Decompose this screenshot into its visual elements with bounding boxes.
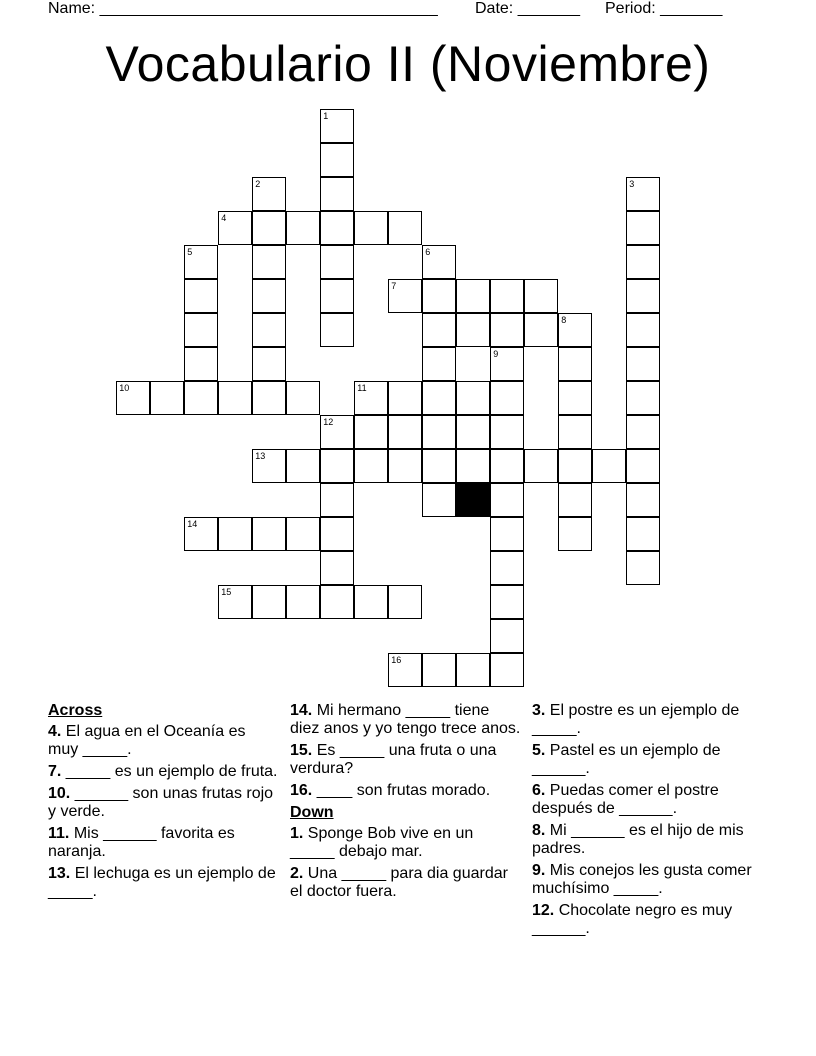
clue-number: 5 [187,247,193,258]
crossword-cell[interactable] [456,313,490,347]
across-heading: Across [48,702,103,719]
clues-column-1 [48,702,280,905]
crossword-cell[interactable] [320,517,354,551]
clue-number: 7 [391,281,397,292]
clue-number: 13 [255,451,266,462]
crossword-cell[interactable] [626,279,660,313]
crossword-cell[interactable] [150,381,184,415]
crossword-cell[interactable] [320,483,354,517]
crossword-cell[interactable] [524,313,558,347]
crossword-cell[interactable] [388,653,422,687]
crossword-cell[interactable] [184,279,218,313]
crossword-cell[interactable] [626,245,660,279]
clue-across-10: 10. ______ son unas frutas rojo y verde. [48,785,274,820]
crossword-cell[interactable] [422,245,456,279]
crossword-cell[interactable] [252,517,286,551]
crossword-cell[interactable] [558,415,592,449]
clue-across-7: 7. _____ es un ejemplo de fruta. [48,763,278,780]
crossword-cell[interactable] [388,211,422,245]
crossword-cell[interactable] [388,381,422,415]
clue-number: 12 [323,417,334,428]
crossword-cell[interactable] [422,653,456,687]
crossword-cell[interactable] [626,177,660,211]
clue-number: 6 [425,247,431,258]
clue-down-9: 9. Mis conejos les gusta comer muchísimo _____. [532,862,752,897]
clue-number: 11 [357,383,367,394]
clue-across-4: 4. El agua en el Oceanía es muy _____. [48,723,246,758]
crossword-cell[interactable] [490,551,524,585]
clue-down-6: 6. Puedas comer el postre después de ______. [532,782,719,817]
clue-across-15: 15. Es _____ una fruta o una verdura? [290,742,497,777]
crossword-cell[interactable] [558,517,592,551]
clue-down-1: 1. Sponge Bob vive en un _____ debajo mar. [290,825,474,860]
clue-number: 4 [221,213,227,224]
crossword-cell[interactable] [252,347,286,381]
crossword-cell[interactable] [558,313,592,347]
crossword-cell[interactable] [354,211,388,245]
clue-number: 8 [561,315,567,326]
clue-number: 16 [391,655,402,666]
crossword-cell[interactable] [184,313,218,347]
crossword-cell[interactable] [320,245,354,279]
crossword-cell[interactable] [490,313,524,347]
clue-down-12: 12. Chocolate negro es muy ______. [532,902,733,937]
crossword-cell[interactable] [626,347,660,381]
clues-column-2 [290,702,522,905]
crossword-cell[interactable] [252,279,286,313]
crossword-cell[interactable] [218,211,252,245]
crossword-black-cell [456,483,490,517]
crossword-cell[interactable] [354,449,388,483]
crossword-cell[interactable] [116,381,150,415]
crossword-cell[interactable] [626,483,660,517]
crossword-cell[interactable] [252,585,286,619]
crossword-cell[interactable] [184,381,218,415]
crossword-cell[interactable] [354,415,388,449]
clue-number: 3 [629,179,635,190]
crossword-cell[interactable] [422,347,456,381]
clue-number: 2 [255,179,261,190]
clue-across-14: 14. Mi hermano _____ tiene diez anos y yo tengo trece anos. [290,702,521,737]
clue-number: 10 [119,383,130,394]
crossword-cell[interactable] [626,313,660,347]
period-field[interactable]: Period: _______ [605,0,723,17]
crossword-cell[interactable] [184,245,218,279]
crossword-cell[interactable] [490,381,524,415]
crossword-cell[interactable] [388,415,422,449]
crossword-cell[interactable] [456,381,490,415]
crossword-cell[interactable] [320,109,354,143]
crossword-cell[interactable] [490,415,524,449]
clue-down-2: 2. Una _____ para dia guardar el doctor fuera. [290,865,508,900]
crossword-cell[interactable] [456,449,490,483]
crossword-cell[interactable] [252,177,286,211]
crossword-cell[interactable] [218,585,252,619]
crossword-cell[interactable] [422,449,456,483]
crossword-cell[interactable] [592,449,626,483]
crossword-cell[interactable] [320,211,354,245]
clues-column-3 [532,702,764,942]
crossword-cell[interactable] [490,347,524,381]
crossword-cell[interactable] [422,279,456,313]
crossword-cell[interactable] [626,381,660,415]
clue-down-8: 8. Mi ______ es el hijo de mis padres. [532,822,744,857]
clue-across-13: 13. El lechuga es un ejemplo de _____. [48,865,276,900]
crossword-cell[interactable] [184,517,218,551]
crossword-cell[interactable] [286,381,320,415]
crossword-cell[interactable] [320,415,354,449]
clue-across-16: 16. ____ son frutas morado. [290,782,491,799]
crossword-cell[interactable] [558,483,592,517]
crossword-cell[interactable] [422,381,456,415]
crossword-cell[interactable] [320,177,354,211]
crossword-cell[interactable] [252,381,286,415]
crossword-cell[interactable] [490,653,524,687]
down-heading: Down [290,804,334,821]
clue-down-3: 3. El postre es un ejemplo de _____. [532,702,740,737]
crossword-cell[interactable] [320,313,354,347]
crossword-cell[interactable] [252,313,286,347]
crossword-cell[interactable] [558,347,592,381]
crossword-cell[interactable] [490,449,524,483]
crossword-cell[interactable] [524,449,558,483]
crossword-cell[interactable] [456,415,490,449]
name-field[interactable]: Name: ______________________________________ [48,0,438,17]
crossword-cell[interactable] [490,483,524,517]
crossword-cell[interactable] [558,381,592,415]
date-field[interactable]: Date: _______ [475,0,580,17]
page-title: Vocabulario II (Noviembre) [105,36,711,92]
crossword-cell[interactable] [354,381,388,415]
crossword-cell[interactable] [422,415,456,449]
crossword-cell[interactable] [252,211,286,245]
crossword-cell[interactable] [320,279,354,313]
crossword-cell[interactable] [490,517,524,551]
crossword-cell[interactable] [626,517,660,551]
crossword-cell[interactable] [320,585,354,619]
crossword-cell[interactable] [422,483,456,517]
clue-down-5: 5. Pastel es un ejemplo de ______. [532,742,721,777]
crossword-cell[interactable] [388,279,422,313]
clue-number: 15 [221,587,232,598]
crossword-cell[interactable] [252,449,286,483]
crossword-cell[interactable] [218,517,252,551]
crossword-cell[interactable] [626,211,660,245]
crossword-cell[interactable] [388,585,422,619]
crossword-cell[interactable] [320,143,354,177]
crossword-cell[interactable] [184,347,218,381]
crossword-cell[interactable] [388,449,422,483]
crossword-cell[interactable] [524,279,558,313]
clue-number: 14 [187,519,198,530]
crossword-cell[interactable] [286,585,320,619]
crossword-cell[interactable] [320,551,354,585]
crossword-cell[interactable] [626,415,660,449]
clue-number: 9 [493,349,499,360]
crossword-cell[interactable] [286,517,320,551]
crossword-cell[interactable] [320,449,354,483]
crossword-cell[interactable] [218,381,252,415]
crossword-cell[interactable] [490,585,524,619]
crossword-cell[interactable] [490,619,524,653]
crossword-cell[interactable] [626,449,660,483]
crossword-cell[interactable] [456,653,490,687]
crossword-cell[interactable] [626,551,660,585]
crossword-cell[interactable] [490,279,524,313]
crossword-cell[interactable] [354,585,388,619]
crossword-cell[interactable] [286,211,320,245]
crossword-cell[interactable] [456,279,490,313]
crossword-cell[interactable] [252,245,286,279]
crossword-cell[interactable] [422,313,456,347]
crossword-cell[interactable] [286,449,320,483]
clue-across-11: 11. Mis ______ favorita es naranja. [48,825,235,860]
clue-number: 1 [323,111,329,122]
crossword-cell[interactable] [558,449,592,483]
